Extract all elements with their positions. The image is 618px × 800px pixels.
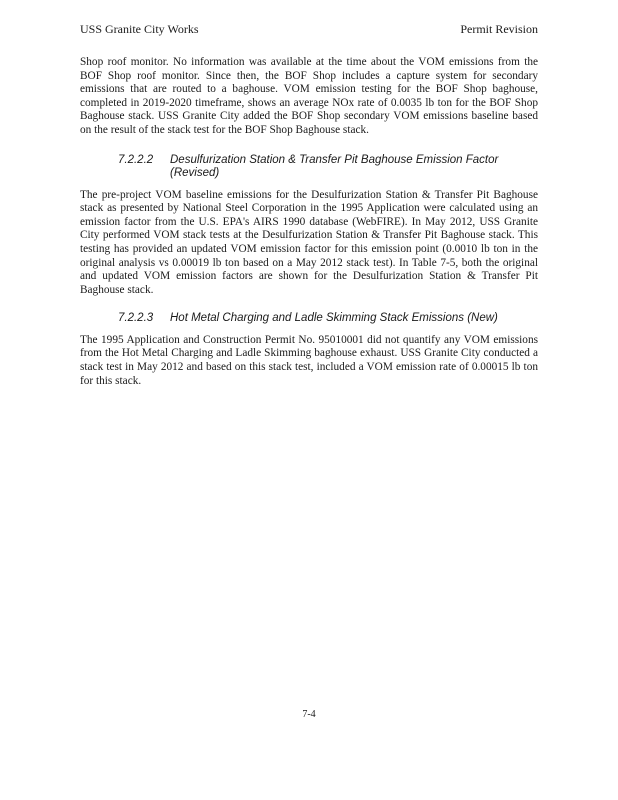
- section-title: Desulfurization Station & Transfer Pit Baghouse Emission Factor (Revised): [170, 153, 499, 180]
- page-body: [80, 56, 538, 388]
- page-header: [80, 22, 538, 40]
- section-heading-7-2-2-3: [118, 312, 538, 326]
- section-title: Hot Metal Charging and Ladle Skimming Stack Emissions (New): [170, 312, 498, 325]
- page-number: 7-4: [302, 709, 316, 720]
- section-paragraph-7-2-2-2: The pre-project VOM baseline emissions for the Desulfurization Station & Transfer Pit Baghouse stack as presented by National Steel Corporation in the 1995 Application were calculated using an emission factor from the U.S. EPA's AIRS 1990 database (WebFIRE). In May 2012, USS Granite City performed VOM stack tests at the Desulfurization Station & Transfer Pit Baghouse stack. This testing has provided an updated VOM emission factor for this emission point (0.0010 lb ton in the original analysis vs 0.00019 lb ton based on a May 2012 stack test). In Table 7-5, both the original and updated VOM emission factors are shown for the Desulfurization Station & Transfer Pit Baghouse stack.: [80, 188, 538, 296]
- section-paragraph-7-2-2-3: The 1995 Application and Construction Permit No. 95010001 did not quantify any VOM emissions from the Hot Metal Charging and Ladle Skimming baghouse exhaust. USS Granite City conducted a stack test in May 2012 and based on this stack test, included a VOM emission rate of 0.00015 lb ton for this stack.: [80, 333, 538, 387]
- header-facility-name: USS Granite City Works: [80, 22, 199, 36]
- intro-paragraph: Shop roof monitor. No information was available at the time about the VOM emissions from the BOF Shop roof monitor. Since then, the BOF Shop includes a capture system for secondary emissions that are routed to a baghouse. VOM emission testing for the BOF Shop baghouse, completed in 2019-2020 timeframe, shows an average NOx rate of 0.0035 lb ton for the BOF Shop Baghouse stack. USS Granite City added the BOF Shop secondary VOM emissions baseline based on the result of the stack test for the BOF Shop Baghouse stack.: [80, 56, 538, 136]
- section-number: 7.2.2.3: [118, 312, 154, 325]
- section-heading-7-2-2-2: [118, 154, 538, 181]
- section-number: 7.2.2.2: [118, 153, 154, 166]
- header-document-type: Permit Revision: [460, 22, 538, 36]
